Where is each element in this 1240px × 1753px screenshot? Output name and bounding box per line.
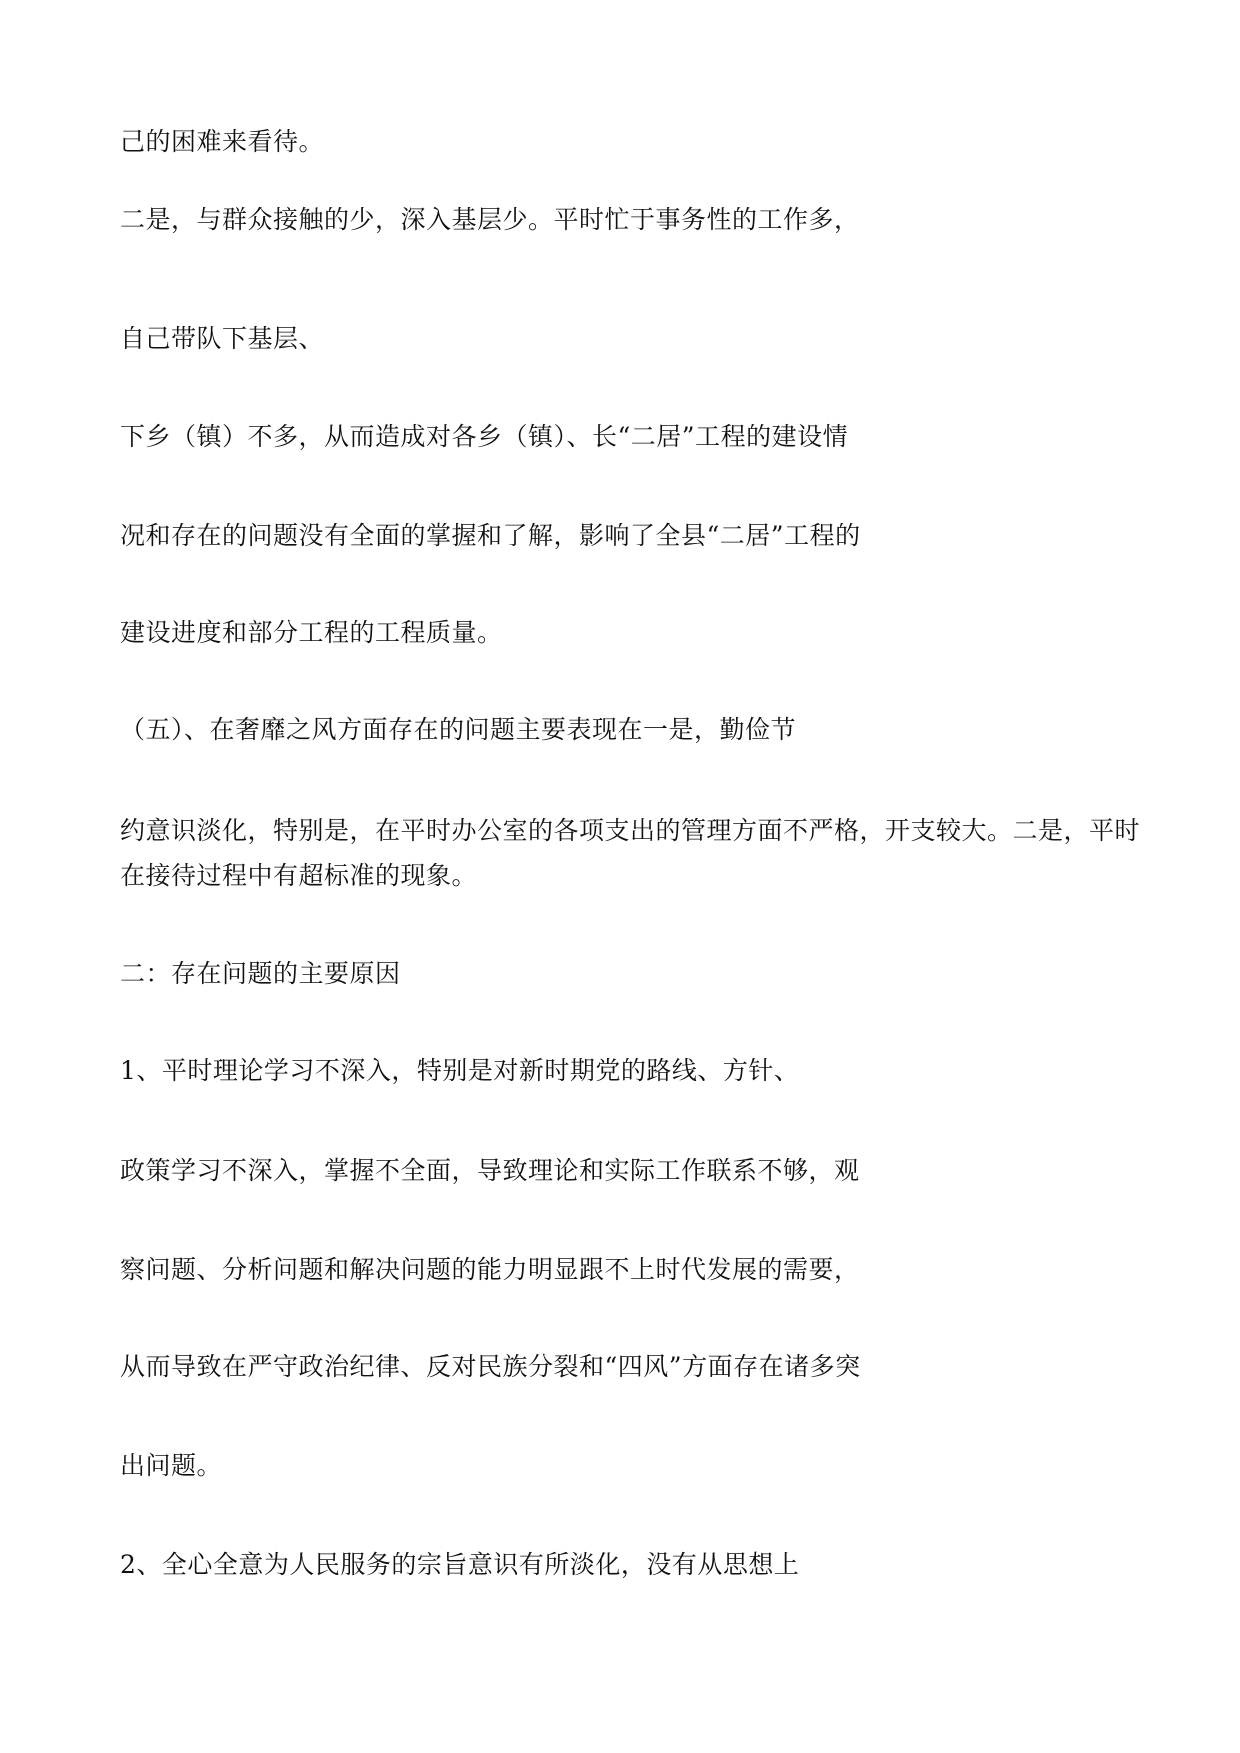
text-line: 政策学习不深入，掌握不全面，导致理论和实际工作联系不够，观	[120, 1156, 860, 1185]
text-line: 从而导致在严守政治纪律、反对民族分裂和“四风”方面存在诸多突	[120, 1352, 861, 1381]
text-line: 自己带队下基层、	[120, 324, 325, 353]
text-line: 己的困难来看待。	[120, 127, 325, 156]
text-line: 约意识淡化，特别是，在平时办公室的各项支出的管理方面不严格，开支较大。二是，平时	[120, 816, 1141, 845]
text-line: 况和存在的问题没有全面的掌握和了解，影响了全县“二居”工程的	[120, 521, 861, 550]
text-line: 二是，与群众接触的少，深入基层少。平时忙于事务性的工作多，	[120, 205, 860, 234]
text-line: 下乡（镇）不多，从而造成对各乡（镇）、长“二居”工程的建设情	[120, 422, 849, 451]
text-line: 察问题、分析问题和解决问题的能力明显跟不上时代发展的需要，	[120, 1255, 860, 1284]
section-heading: 二：存在问题的主要原因	[120, 959, 401, 988]
text-line: 在接待过程中有超标准的现象。	[120, 861, 478, 890]
text-line: 出问题。	[120, 1451, 223, 1480]
text-line: 建设进度和部分工程的工程质量。	[120, 618, 503, 647]
section-heading: （五）、在奢靡之风方面存在的问题主要表现在一是，勤俭节	[120, 715, 797, 744]
text-line: 1、平时理论学习不深入，特别是对新时期党的路线、方针、	[120, 1056, 800, 1085]
text-line: 2、全心全意为人民服务的宗旨意识有所淡化，没有从思想上	[120, 1550, 800, 1579]
